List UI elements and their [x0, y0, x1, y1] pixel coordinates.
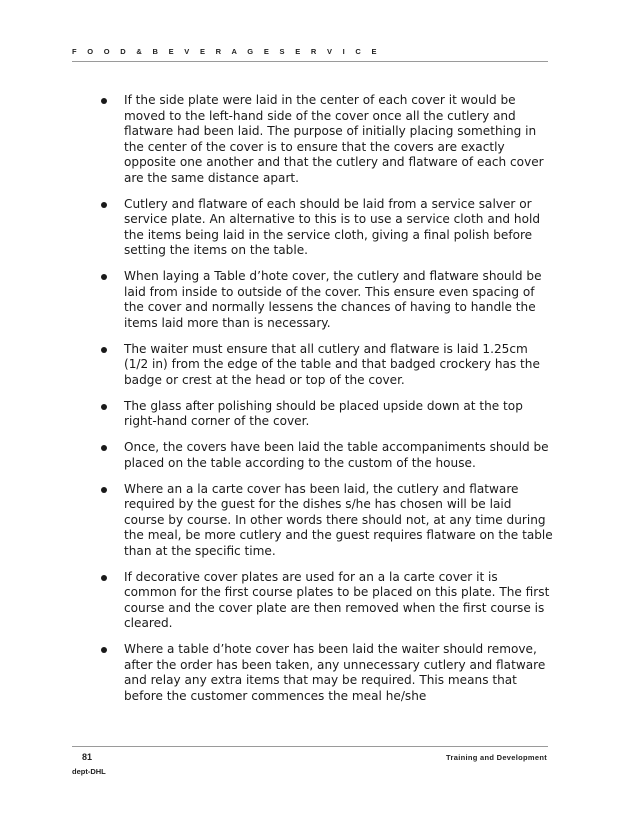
page-body — [98, 93, 554, 715]
bullet-item — [98, 570, 554, 632]
bullet-icon — [101, 575, 107, 581]
bullet-text: Once, the covers have been laid the table accompaniments should be placed on the table according to the custom of the house. — [124, 440, 549, 470]
running-header: F O O D & B E V E R A G E S E R V I C E — [72, 47, 381, 56]
bullet-item — [98, 440, 554, 471]
bullet-item — [98, 342, 554, 389]
bullet-item — [98, 482, 554, 560]
bullet-text: Where a table d’hote cover has been laid the waiter should remove, after the order has been taken, any unnecessary cutlery and flatware and relay any extra items that may be required. This means that before the customer commences the meal he/she — [124, 642, 546, 703]
footer-divider — [72, 746, 548, 747]
bullet-text: When laying a Table d’hote cover, the cutlery and flatware should be laid from inside to outside of the cover. This ensure even spacing of the cover and normally lessens the chances of having to handle the items laid more than is necessary. — [124, 269, 542, 330]
bullet-text: Cutlery and flatware of each should be laid from a service salver or service plate. An alternative to this is to use a service cloth and hold the items being laid in the service cloth, giving a final polish before setting the items on the table. — [124, 196, 541, 257]
bullet-text: The waiter must ensure that all cutlery and flatware is laid 1.25cm (1/2 in) from the edge of the table and that badged crockery has the badge or crest at the head or top of the cover. — [124, 341, 540, 387]
header-divider — [72, 61, 548, 62]
bullet-item — [98, 269, 554, 331]
bullet-icon — [101, 202, 107, 208]
bullet-icon — [101, 404, 107, 410]
bullet-icon — [101, 98, 107, 104]
bullet-icon — [101, 274, 107, 280]
bullet-text: Where an a la carte cover has been laid, the cutlery and flatware required by the guest for the dishes s/he has chosen will be laid course by course. In other words there should not, at any time during the meal, be more cutlery and the guest requires flatware on the table than at the specific time. — [124, 481, 553, 558]
bullet-text: If decorative cover plates are used for an a la carte cover it is common for the first course plates to be placed on this plate. The first course and the cover plate are then removed when the first course is cleared. — [124, 569, 550, 630]
bullet-icon — [101, 647, 107, 653]
bullet-icon — [101, 445, 107, 451]
bullet-item — [98, 93, 554, 186]
bullet-text: If the side plate were laid in the center of each cover it would be moved to the left-hand side of the cover once all the cutlery and flatware had been laid. The purpose of initially placing something in the center of the cover is to ensure that the covers are exactly opposite one another and that the cutlery and flatware of each cover are the same distance apart. — [124, 93, 544, 185]
footer-label: Training and Development — [446, 753, 547, 762]
dept-label: dept-DHL — [72, 767, 106, 776]
bullet-text: The glass after polishing should be placed upside down at the top right-hand corner of the cover. — [124, 398, 523, 428]
bullet-icon — [101, 347, 107, 353]
bullet-item — [98, 197, 554, 259]
bullet-icon — [101, 487, 107, 493]
bullet-item — [98, 399, 554, 430]
bullet-list — [98, 93, 554, 704]
page-number: 81 — [82, 752, 93, 762]
bullet-item — [98, 642, 554, 704]
